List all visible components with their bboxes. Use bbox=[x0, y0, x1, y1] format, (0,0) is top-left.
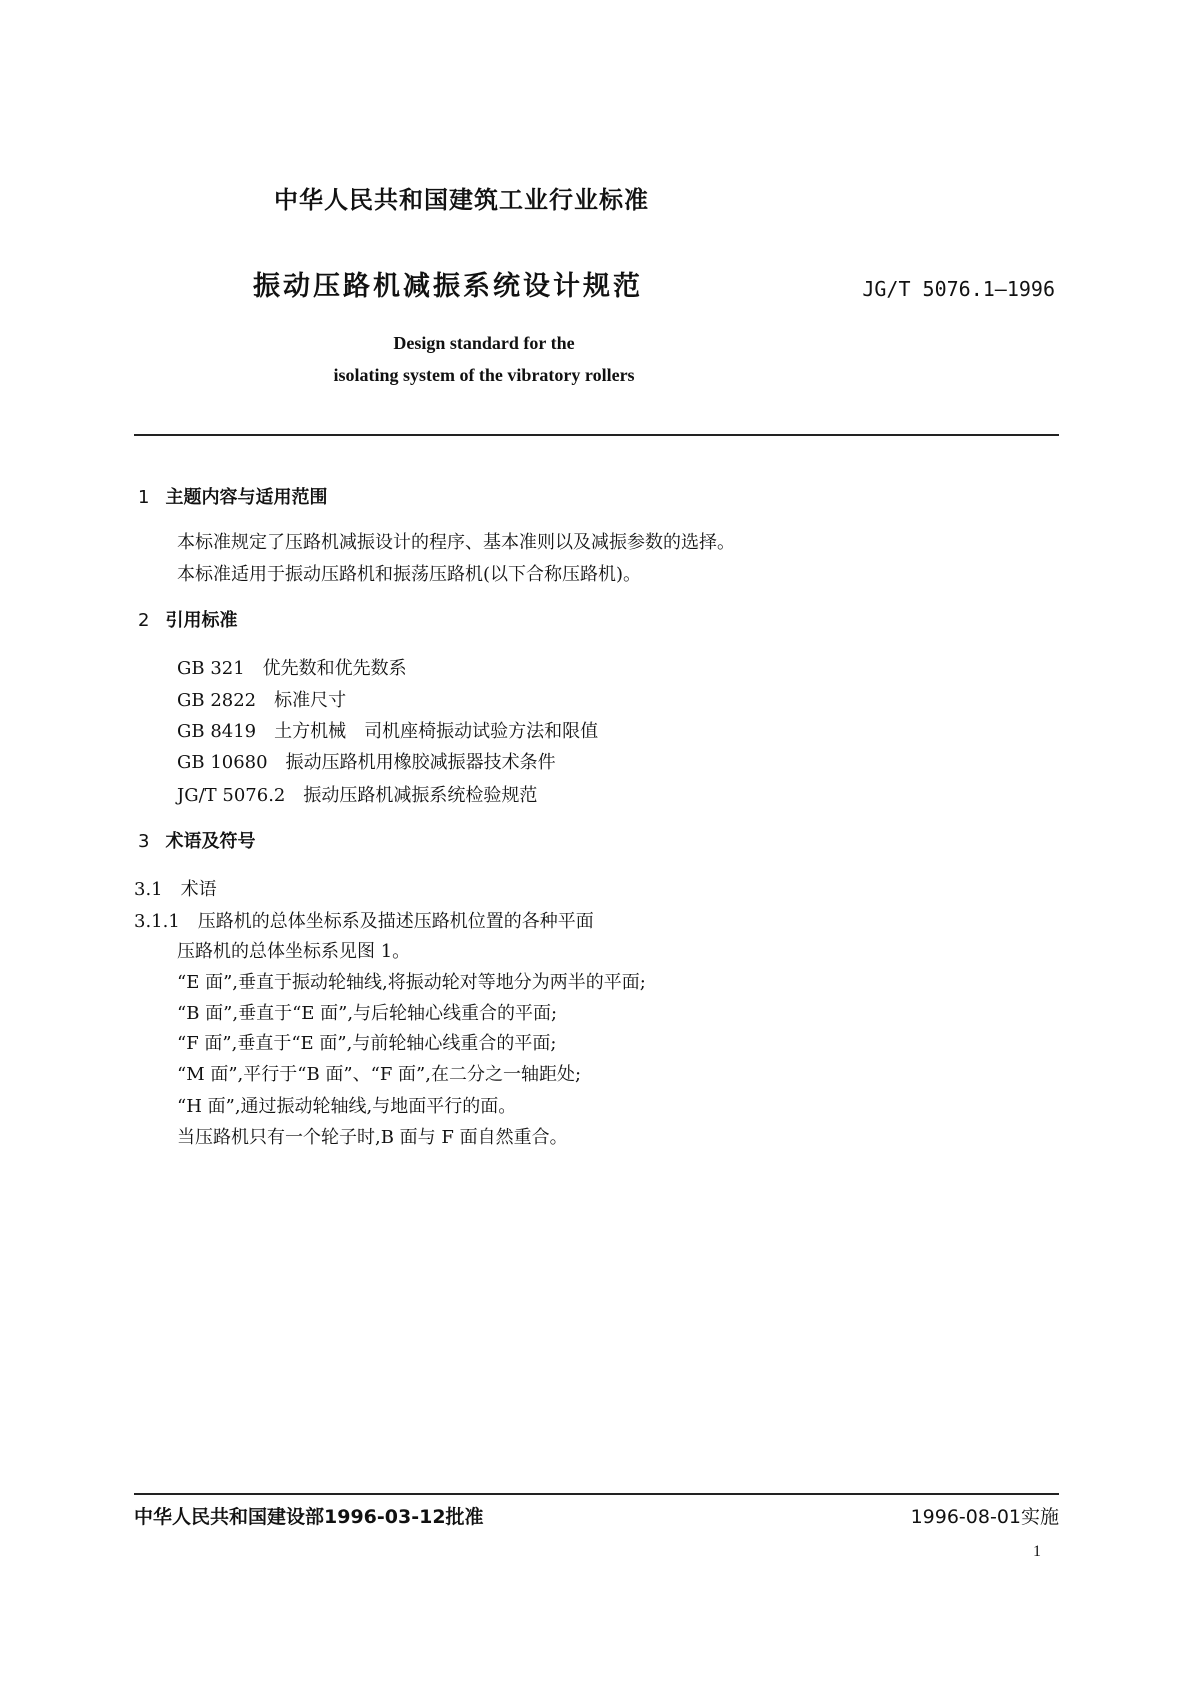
standard-code: JG/T 5076.1—1996 bbox=[862, 277, 1055, 301]
footer-rule bbox=[134, 1493, 1059, 1495]
issuer-line: 中华人民共和国建筑工业行业标准 bbox=[274, 186, 649, 214]
paragraph: 当压路机只有一个轮子时,B 面与 F 面自然重合。 bbox=[177, 1127, 568, 1148]
section-1-heading bbox=[138, 489, 327, 507]
reference-item: GB 2822 标准尺寸 bbox=[177, 690, 347, 711]
paragraph: “B 面”,垂直于“E 面”,与后轮轴心线重合的平面; bbox=[177, 1003, 558, 1024]
paragraph: 本标准规定了压路机减振设计的程序、基本准则以及减振参数的选择。 bbox=[177, 532, 735, 553]
section-number: 3 bbox=[138, 831, 150, 852]
section-title: 术语及符号 bbox=[165, 831, 256, 852]
paragraph: 本标准适用于振动压路机和振荡压路机(以下合称压路机)。 bbox=[177, 564, 642, 585]
reference-item: GB 10680 振动压路机用橡胶减振器技术条件 bbox=[177, 752, 556, 773]
reference-item: GB 8419 土方机械 司机座椅振动试验方法和限值 bbox=[177, 721, 599, 742]
reference-item: GB 321 优先数和优先数系 bbox=[177, 658, 407, 679]
subsection-heading: 3.1 术语 bbox=[134, 879, 217, 900]
document-title: 振动压路机减振系统设计规范 bbox=[253, 271, 643, 302]
effective-date: 1996-08-01实施 bbox=[910, 1506, 1059, 1528]
section-number: 2 bbox=[138, 610, 150, 631]
paragraph: “F 面”,垂直于“E 面”,与前轮轴心线重合的平面; bbox=[177, 1033, 557, 1054]
approval-date: 中华人民共和国建设部1996-03-12批准 bbox=[134, 1506, 484, 1528]
section-title: 主题内容与适用范围 bbox=[165, 487, 328, 508]
section-3-heading bbox=[138, 833, 255, 851]
page-number: 1 bbox=[1033, 1543, 1041, 1560]
header-rule bbox=[134, 434, 1059, 436]
section-title: 引用标准 bbox=[165, 610, 238, 631]
reference-item: JG/T 5076.2 振动压路机减振系统检验规范 bbox=[177, 785, 538, 806]
section-2-heading bbox=[138, 612, 237, 630]
paragraph: “E 面”,垂直于振动轮轴线,将振动轮对等地分为两半的平面; bbox=[177, 972, 646, 993]
paragraph: “M 面”,平行于“B 面”、“F 面”,在二分之一轴距处; bbox=[177, 1064, 582, 1085]
english-title-line2: isolating system of the vibratory rollers bbox=[333, 365, 635, 385]
paragraph: “H 面”,通过振动轮轴线,与地面平行的面。 bbox=[177, 1096, 517, 1117]
paragraph: 压路机的总体坐标系见图 1。 bbox=[177, 941, 411, 962]
subsubsection-heading: 3.1.1 压路机的总体坐标系及描述压路机位置的各种平面 bbox=[134, 911, 594, 932]
section-number: 1 bbox=[138, 487, 150, 508]
english-title-line1: Design standard for the bbox=[393, 333, 575, 353]
